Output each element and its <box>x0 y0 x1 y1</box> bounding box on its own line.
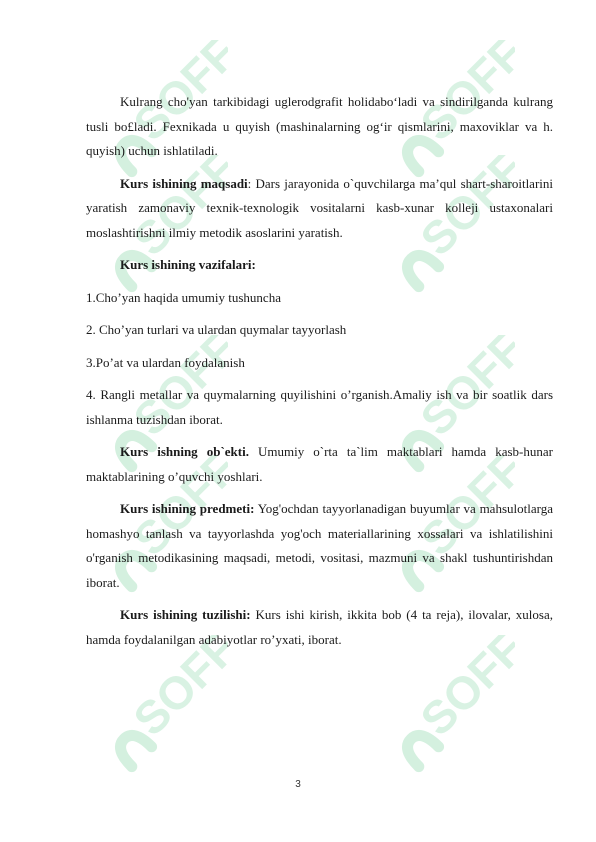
structure-text: Kurs ishi kirish, ikkita bob (4 ta reja), ilovalar, xulosa, hamda foydalanilgan adabiyotlar ro’yxati, iborat. <box>86 607 553 647</box>
paragraph-goal <box>86 172 553 246</box>
tasks-heading: Kurs ishining vazifalari: <box>120 257 256 272</box>
task-item-1: 1.Cho’yan haqida umumiy tushuncha <box>86 289 281 305</box>
svg-text:SOFF: SOFF <box>123 155 228 266</box>
svg-text:SOFF: SOFF <box>410 635 515 746</box>
paragraph-structure <box>86 603 553 652</box>
task-item-4: 4. Rangli metallar va quymalarning quyilishini o’rganish.Amaliy ish va bir soatlik dars ishlanma tuzishdan iborat. <box>86 387 553 427</box>
structure-label: Kurs ishining tuzilishi: <box>120 607 251 622</box>
svg-text:SOFF: SOFF <box>123 455 228 566</box>
task-item-3: 3.Po’at va ulardan foydalanish <box>86 354 245 370</box>
svg-text:SOFF: SOFF <box>123 635 228 746</box>
svg-text:SOFF: SOFF <box>123 40 228 151</box>
object-label: Kurs ishning ob`ekti. <box>120 444 249 459</box>
svg-text:SOFF: SOFF <box>410 155 515 266</box>
object-text: Umumiy o`rta ta`lim maktablari hamda kasb-hunar maktablarining o’quvchi yoshlari. <box>86 444 553 484</box>
goal-text: : Dars jarayonida o`quvchilarga ma’qul shart-sharoitlarini yaratish zamonaviy texnik-texnologik vositalarni kasb-xunar kolleji ustaxonalari moslashtirishni ilmiy metodik asoslarini yaratish. <box>86 175 554 240</box>
task-item-2: 2. Cho’yan turlari va ulardan quymalar tayyorlash <box>86 322 347 337</box>
paragraph-intro: Kulrang cho'yan tarkibidagi uglerodgrafit holidabo‘ladi va sindirilganda kulrang tusli bo£ladi. Fexnikada u quyish (mashinalarning og‘ir qismlarini, maxoviklar va h. quyish) uchun ishlatiladi. <box>86 94 553 158</box>
subject-label: Kurs ishining predmeti: <box>120 501 255 516</box>
svg-text:SOFF: SOFF <box>410 335 515 446</box>
subject-text: Yog'ochdan tayyorlanadigan buyumlar va mahsulotlarga homashyo tanlash va tayyorlashda yog'och materiallarining xossalari va ishlatilishini o'rganish metodikasining maqsadi, metodi, vositasi, mazmuni va shakl tushuntirishdan iborat. <box>86 501 553 590</box>
document-body <box>86 90 553 660</box>
svg-text:SOFF: SOFF <box>410 455 515 566</box>
page-number: 3 <box>295 779 301 790</box>
svg-text:SOFF: SOFF <box>123 335 228 446</box>
paragraph-object <box>86 440 553 489</box>
paragraph-subject <box>86 497 553 595</box>
goal-label: Kurs ishining maqsadi <box>120 175 248 191</box>
svg-text:SOFF: SOFF <box>410 40 515 151</box>
